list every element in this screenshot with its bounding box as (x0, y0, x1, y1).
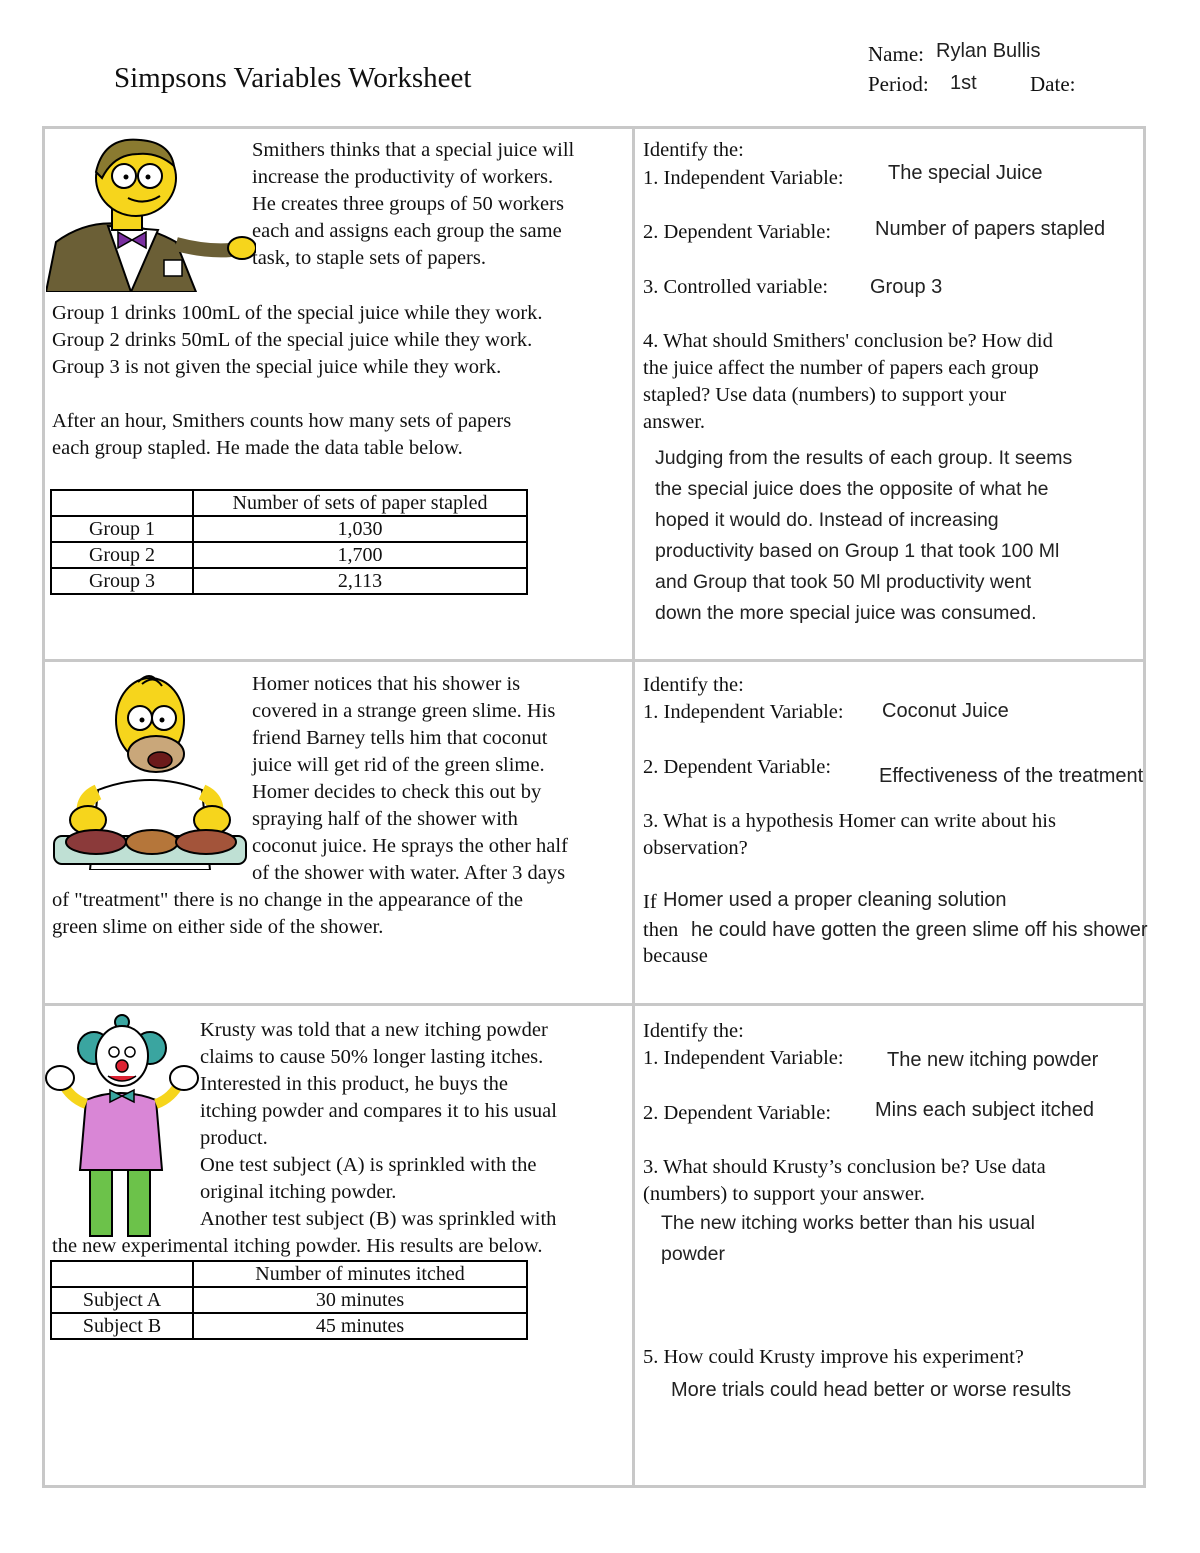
table-row (51, 542, 527, 568)
s1-identify-label: Identify the: (643, 139, 744, 161)
table-row-label: Subject A (51, 1287, 193, 1313)
s1-a3[interactable]: Group 3 (870, 276, 943, 298)
krusty-intro: Krusty was told that a new itching powder claims to cause 50% longer lasting itches. Interested in this product, he buys the itching powder and compares it to his usual product. One test subject (A) is sprinkled with the original itching powder. Another test subject (B) was sprinkled with (200, 1019, 557, 1230)
homer-intro: Homer notices that his shower is covered in a strange green slime. His friend Barney tells him that coconut juice will get rid of the green slime. Homer decides to check this out by spraying half of the shower with coconut juice. He sprays the other half of the shower with water. After 3 days (252, 673, 568, 884)
s2-because-label: because (643, 945, 708, 967)
s2-q2: 2. Dependent Variable: (643, 756, 832, 778)
date-label: Date: (1030, 72, 1076, 96)
s1-a2[interactable]: Number of papers stapled (875, 218, 1106, 240)
smithers-intro: Smithers thinks that a special juice will increase the productivity of workers. He creates three groups of 50 workers each and assigns each group the same task, to staple sets of papers. (252, 139, 575, 269)
table-row-label: Subject B (51, 1313, 193, 1339)
s3-a3[interactable]: The new itching works better than his usual powder (661, 1212, 1035, 1265)
s3-q5: 5. How could Krusty improve his experiment? (643, 1346, 1024, 1368)
table-row (51, 516, 527, 542)
table-row-value: 1,700 (193, 542, 527, 568)
period-label: Period: (868, 72, 929, 96)
table-row-value: 30 minutes (193, 1287, 527, 1313)
s2-q1: 1. Independent Variable: (643, 701, 844, 723)
smithers-after: After an hour, Smithers counts how many sets of papers each group stapled. He made the data table below. (52, 410, 512, 459)
s3-a5[interactable]: More trials could head better or worse results (671, 1379, 1072, 1401)
table-header-cell: Number of minutes itched (193, 1261, 527, 1287)
s2-q3: 3. What is a hypothesis Homer can write about his observation? (643, 810, 1056, 859)
smithers-image (46, 132, 256, 292)
krusty-data-table (50, 1260, 528, 1340)
smithers-data-table (50, 489, 528, 595)
s2-a2[interactable]: Effectiveness of the treatment (879, 765, 1144, 787)
table-row-value: 45 minutes (193, 1313, 527, 1339)
column-divider (632, 126, 635, 1488)
table-row (51, 1313, 527, 1339)
s3-q1: 1. Independent Variable: (643, 1047, 844, 1069)
s3-a2[interactable]: Mins each subject itched (875, 1099, 1095, 1121)
table-row-label: Group 2 (51, 542, 193, 568)
smithers-groups: Group 1 drinks 100mL of the special juice while they work. Group 2 drinks 50mL of the special juice while they work. Group 3 is not given the special juice while they work. (52, 302, 543, 378)
s1-q1: 1. Independent Variable: (643, 167, 844, 189)
s2-then-label: then (643, 919, 679, 941)
s2-then-answer[interactable]: he could have gotten the green slime off his shower (691, 919, 1148, 941)
s1-q2: 2. Dependent Variable: (643, 221, 832, 243)
s3-q2: 2. Dependent Variable: (643, 1102, 832, 1124)
table-header-row (51, 1261, 527, 1287)
homer-tail: of "treatment" there is no change in the appearance of the green slime on either side of the shower. (52, 889, 523, 938)
s2-if-label: If (643, 891, 657, 913)
s1-q3: 3. Controlled variable: (643, 276, 829, 298)
table-corner-cell (51, 490, 193, 516)
table-row-value: 1,030 (193, 516, 527, 542)
homer-image (50, 670, 250, 870)
krusty-image (44, 1014, 204, 1244)
s3-identify-label: Identify the: (643, 1020, 744, 1042)
row-divider-2 (42, 1003, 1146, 1006)
table-row (51, 1287, 527, 1313)
row-divider-1 (42, 659, 1146, 662)
name-value: Rylan Bullis (936, 40, 1041, 62)
s3-q3: 3. What should Krusty’s conclusion be? Use data (numbers) to support your answer. (643, 1156, 1046, 1205)
table-corner-cell (51, 1261, 193, 1287)
table-row-label: Group 1 (51, 516, 193, 542)
worksheet-title: Simpsons Variables Worksheet (114, 62, 472, 94)
period-value: 1st (950, 72, 977, 94)
s3-a1[interactable]: The new itching powder (887, 1049, 1099, 1071)
table-row-value: 2,113 (193, 568, 527, 594)
s2-a1[interactable]: Coconut Juice (882, 700, 1009, 722)
table-header-cell: Number of sets of paper stapled (193, 490, 527, 516)
s2-identify-label: Identify the: (643, 674, 744, 696)
table-row-label: Group 3 (51, 568, 193, 594)
s1-a1[interactable]: The special Juice (888, 162, 1043, 184)
krusty-tail: the new experimental itching powder. His results are below. (52, 1235, 543, 1257)
s2-if-answer[interactable]: Homer used a proper cleaning solution (663, 889, 1007, 911)
table-header-row (51, 490, 527, 516)
table-row (51, 568, 527, 594)
name-label: Name: (868, 42, 924, 66)
s1-q4: 4. What should Smithers' conclusion be? How did the juice affect the number of papers each group stapled? Use data (numbers) to support your answer. (643, 330, 1053, 433)
s1-a4[interactable]: Judging from the results of each group. It seems the special juice does the opposite of what he hoped it would do. Instead of increasing productivity based on Group 1 that took 100 Ml and Group that took 50 Ml productivity went down the more special juice was consumed. (655, 447, 1073, 624)
